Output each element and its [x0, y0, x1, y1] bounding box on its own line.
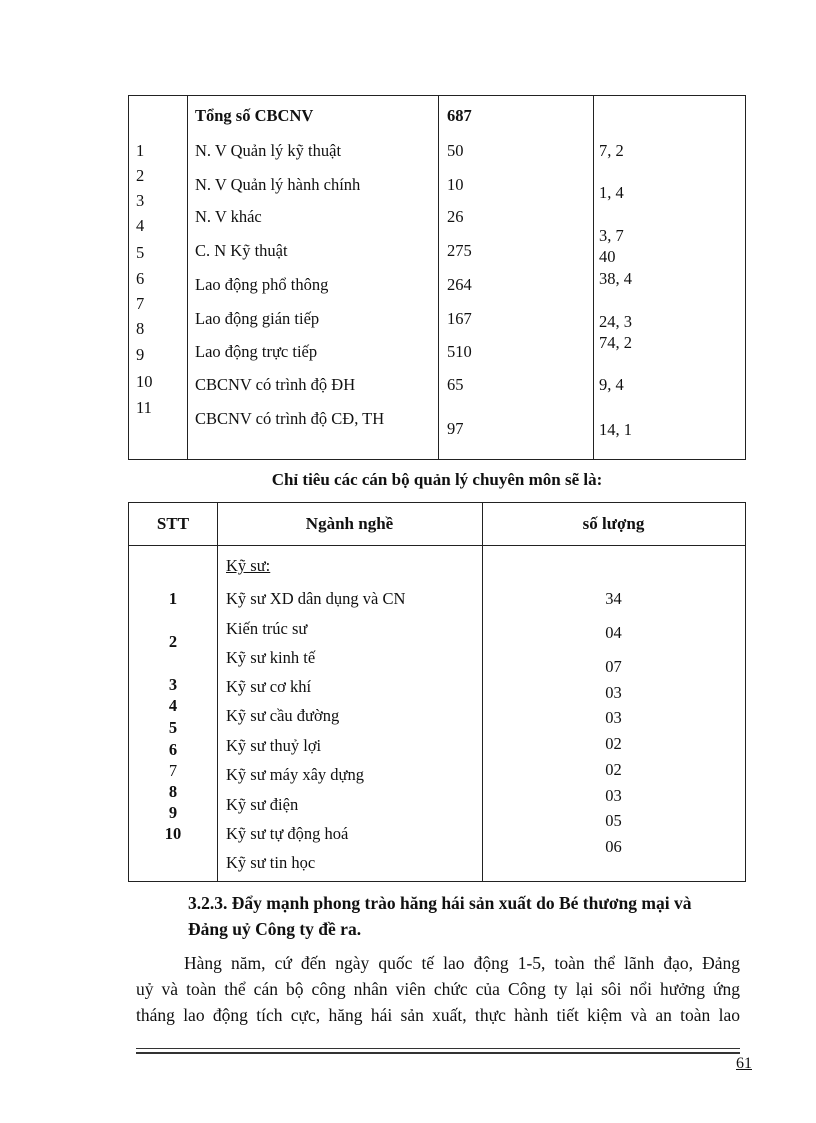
staff-count: 97 [447, 419, 464, 438]
total-value: 687 [447, 106, 472, 125]
row-number: 5 [136, 243, 145, 262]
staff-percent: 1, 4 [599, 183, 624, 202]
engineer-qty: 07 [605, 657, 622, 676]
engineer-qty: 34 [605, 589, 622, 608]
engineer-qty: 02 [605, 760, 622, 779]
staff-count: 65 [447, 375, 464, 394]
staff-percent: 24, 3 [599, 312, 632, 331]
staff-percent: 38, 4 [599, 269, 632, 288]
stt-number: 1 [168, 589, 178, 608]
staff-count: 264 [447, 275, 472, 294]
engineer-qty: 06 [605, 837, 622, 856]
row-number: 1 [136, 141, 145, 160]
row-number: 10 [136, 372, 153, 391]
engineer-field: Kỹ sư máy xây dựng [226, 765, 364, 784]
row-number: 7 [136, 294, 145, 313]
column-divider [438, 96, 439, 459]
stt-number: 9 [168, 803, 178, 822]
staff-percent: 40 [599, 247, 616, 266]
staff-percent: 74, 2 [599, 333, 632, 352]
engineer-field: Kỹ sư tin học [226, 853, 316, 872]
staff-count: 50 [447, 141, 464, 160]
stt-number: 5 [168, 718, 178, 737]
staff-count: 275 [447, 241, 472, 260]
staff-category: Lao động phổ thông [195, 275, 329, 294]
engineer-table [128, 502, 746, 882]
staff-count: 167 [447, 309, 472, 328]
row-number: 4 [136, 216, 145, 235]
staff-percent: 14, 1 [599, 420, 632, 439]
stt-number: 3 [168, 675, 178, 694]
section-heading-line: 3.2.3. Đẩy mạnh phong trào hăng hái sản xuất do Bé thương mại và [188, 893, 692, 913]
page-number: 61 [736, 1055, 752, 1072]
staff-category: CBCNV có trình độ ĐH [195, 375, 356, 394]
engineer-field: Kỹ sư tự động hoá [226, 824, 349, 843]
staff-category: CBCNV có trình độ CĐ, TH [195, 409, 385, 428]
engineer-field: Kỹ sư XD dân dụng và CN [226, 589, 406, 608]
engineer-qty: 03 [605, 683, 622, 702]
total-label: Tổng số CBCNV [195, 106, 314, 125]
row-number: 11 [136, 398, 152, 417]
staff-category: N. V khác [195, 207, 262, 226]
row-number: 9 [136, 345, 145, 364]
stt-number: 7 [168, 761, 178, 780]
section-heading-line: Đảng uỷ Công ty đề ra. [188, 919, 362, 939]
column-divider [217, 503, 218, 881]
column-divider [593, 96, 594, 459]
header-divider [129, 545, 745, 546]
engineer-qty: 03 [605, 708, 622, 727]
row-number: 8 [136, 319, 145, 338]
staff-category: Lao động gián tiếp [195, 309, 320, 328]
staff-percent: 7, 2 [599, 141, 624, 160]
group-label: Kỹ sư: [226, 556, 271, 575]
paragraph-line: Hàng năm, cứ đến ngày quốc tế lao động 1-5, toàn thể lãnh đạo, Đảng [184, 953, 740, 973]
column-divider [187, 96, 188, 459]
staff-count: 10 [447, 175, 464, 194]
staff-percent: 9, 4 [599, 375, 624, 394]
section-heading [188, 890, 748, 942]
staff-category: C. N Kỹ thuật [195, 241, 288, 260]
engineer-field: Kỹ sư điện [226, 795, 299, 814]
row-number: 3 [136, 191, 145, 210]
staff-table [128, 95, 746, 460]
table-caption: Chỉ tiêu các cán bộ quản lý chuyên môn sẽ là: [271, 470, 603, 489]
engineer-field: Kỹ sư thuỷ lợi [226, 736, 322, 755]
engineer-field: Kỹ sư kinh tế [226, 648, 316, 667]
staff-count: 26 [447, 207, 464, 226]
staff-category: Lao động trực tiếp [195, 342, 318, 361]
header-qty: số lượng [582, 514, 645, 533]
engineer-qty: 03 [605, 786, 622, 805]
engineer-qty: 04 [605, 623, 622, 642]
footer-rule [136, 1048, 740, 1049]
engineer-field: Kỹ sư cơ khí [226, 677, 312, 696]
footer-rule [136, 1052, 740, 1054]
paragraph-line: tháng lao động tích cực, hăng hái sản xuất, thực hành tiết kiệm và an toàn lao [136, 1005, 740, 1025]
staff-percent: 3, 7 [599, 226, 624, 245]
staff-count: 510 [447, 342, 472, 361]
stt-number: 2 [168, 632, 178, 651]
row-number: 2 [136, 166, 145, 185]
row-number: 6 [136, 269, 145, 288]
stt-number: 8 [168, 782, 178, 801]
header-field: Ngành nghề [305, 514, 394, 533]
staff-category: N. V Quản lý hành chính [195, 175, 361, 194]
header-stt: STT [156, 514, 190, 533]
stt-number: 6 [168, 740, 178, 759]
engineer-field: Kiến trúc sư [226, 619, 308, 638]
stt-number: 10 [164, 824, 182, 843]
staff-category: N. V Quản lý kỹ thuật [195, 141, 342, 160]
engineer-qty: 02 [605, 734, 622, 753]
body-paragraph [136, 950, 740, 1028]
paragraph-line: uỷ và toàn thể cán bộ công nhân viên chức của Công ty lại sôi nổi hưởng ứng [136, 979, 740, 999]
engineer-field: Kỹ sư cầu đường [226, 706, 340, 725]
stt-number: 4 [168, 696, 178, 715]
engineer-qty: 05 [605, 811, 622, 830]
